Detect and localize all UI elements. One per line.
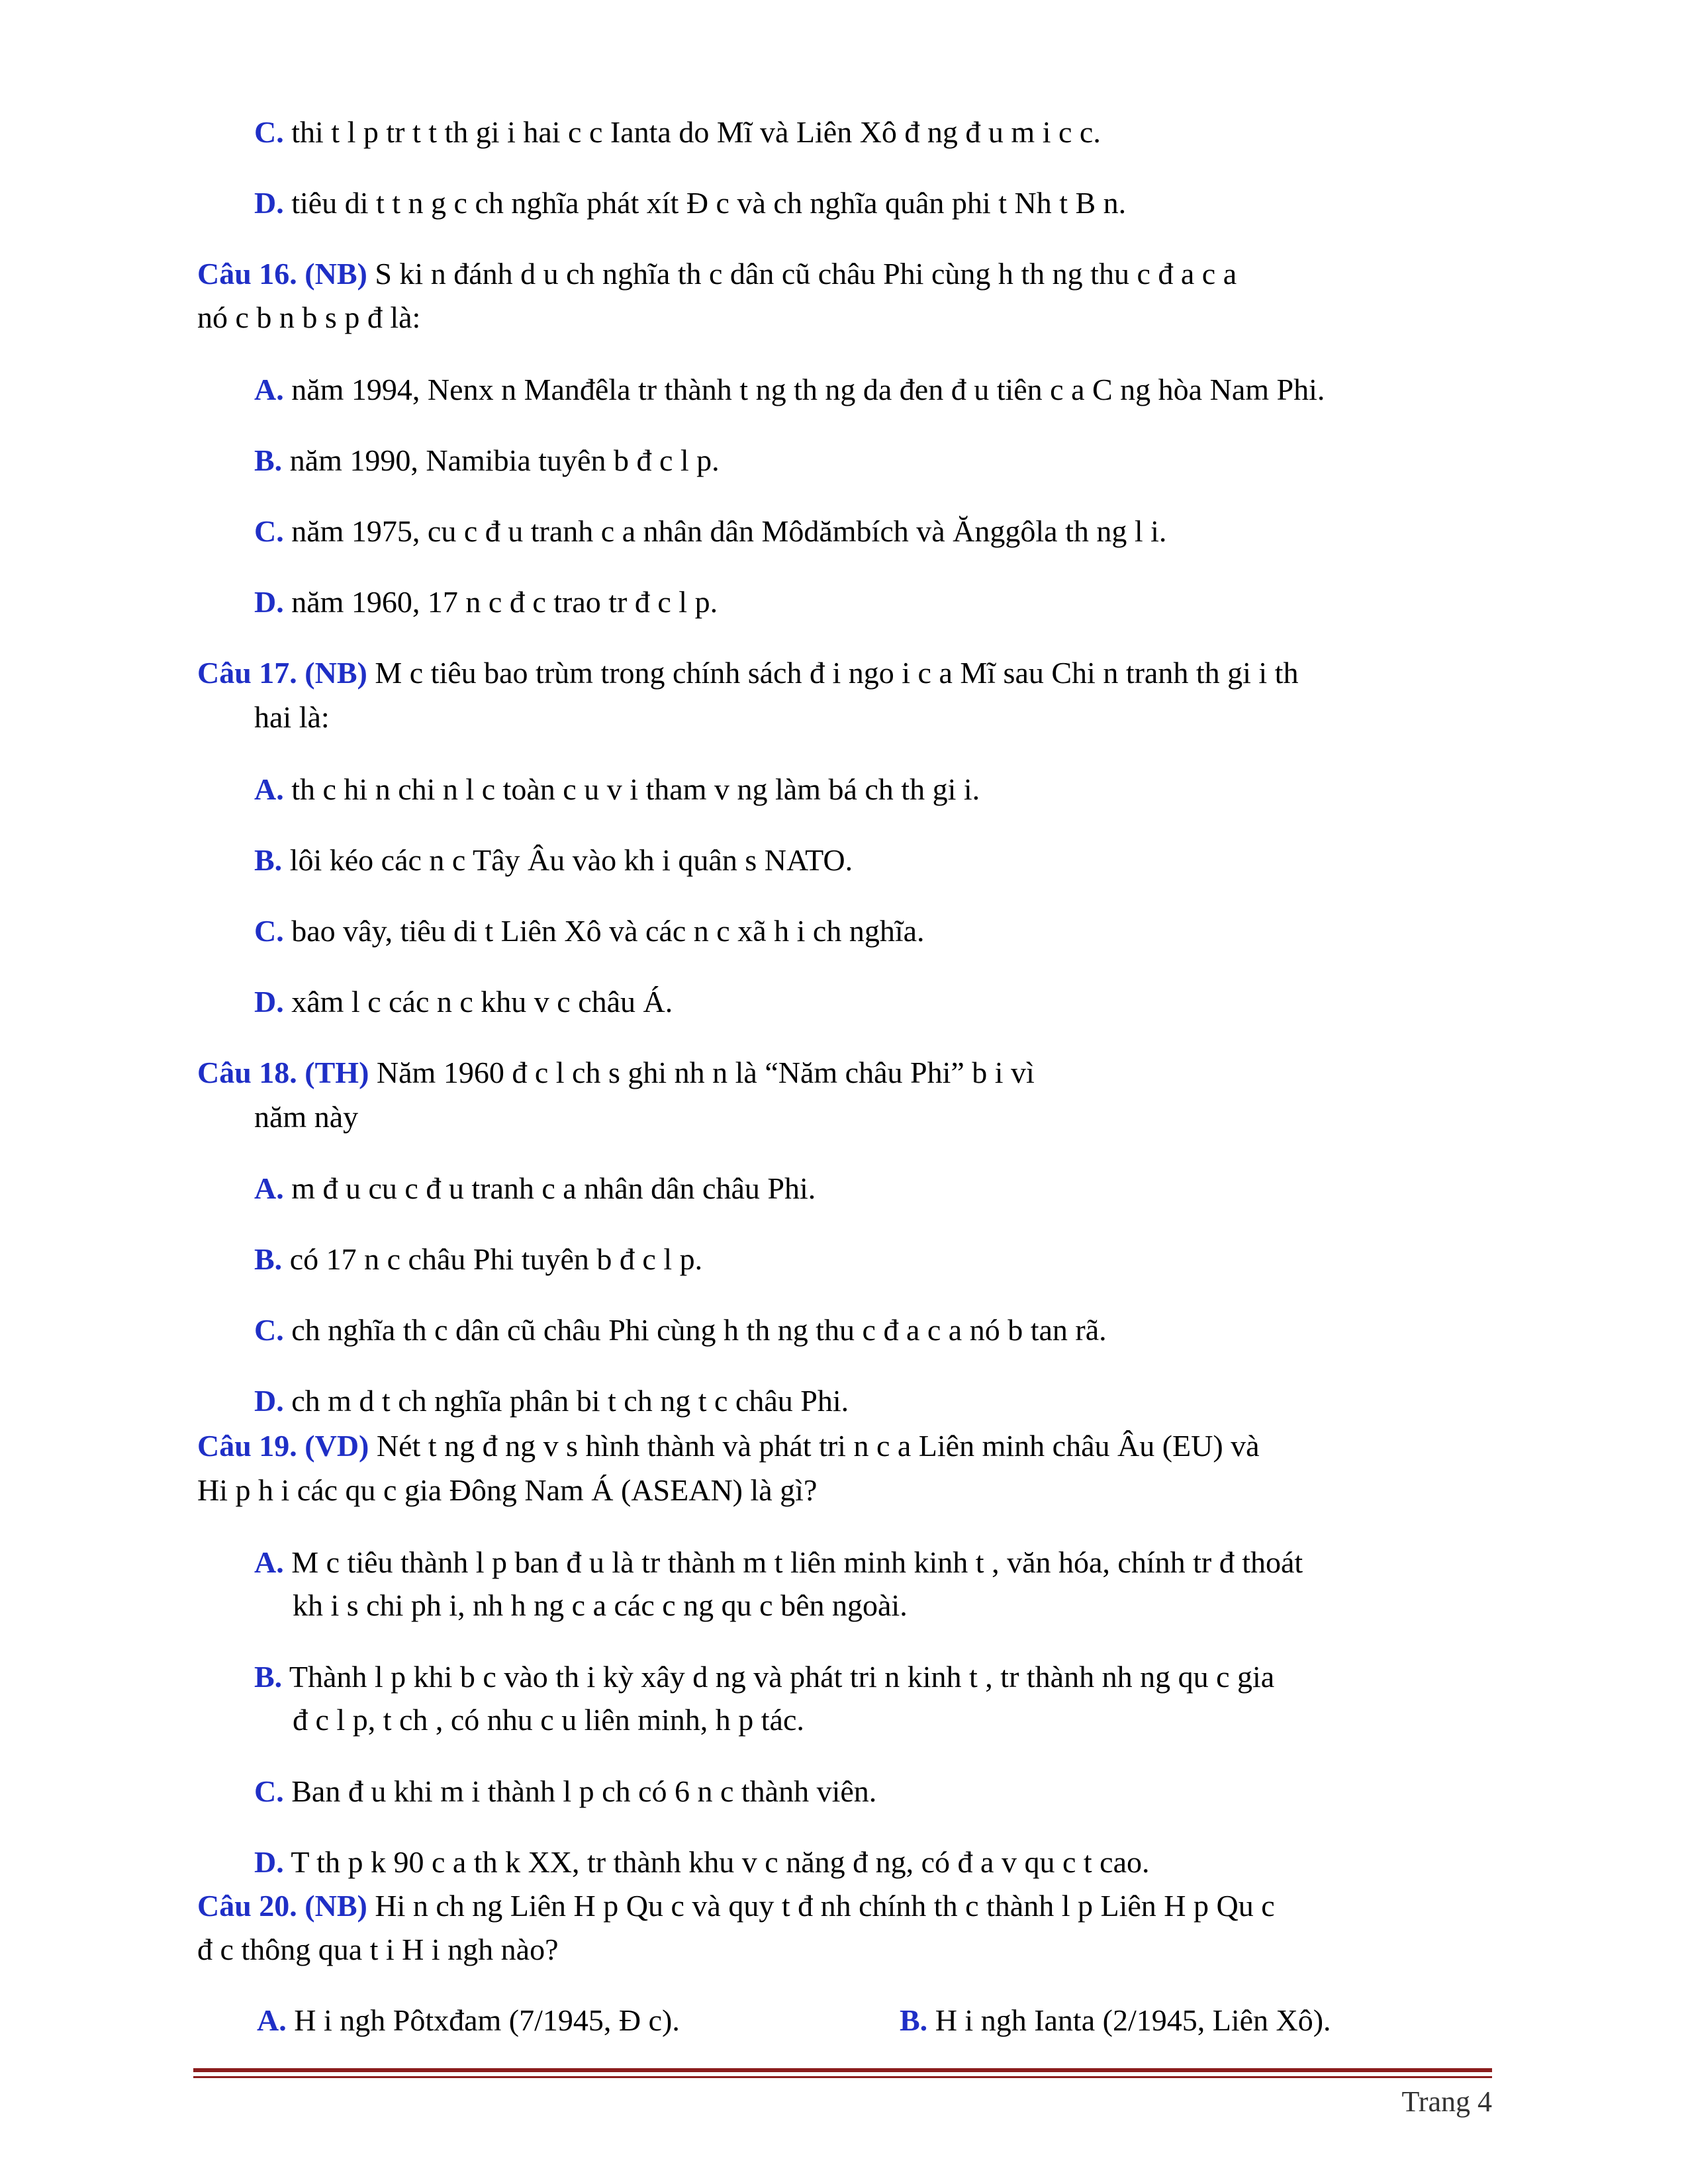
option-line: B. H i ngh Ianta (2/1945, Liên Xô).: [900, 2003, 1331, 2037]
option-line: C. thi t l p tr t t th gi i hai c c Ianta do Mĩ và Liên Xô đ ng đ u m i c c.: [254, 115, 1101, 149]
option-line: B. có 17 n c châu Phi tuyên b đ c l p.: [254, 1242, 703, 1276]
option-line: B. lôi kéo các n c Tây Âu vào kh i quân s NATO.: [254, 843, 853, 877]
option-line: A. th c hi n chi n l c toàn c u v i tham v ng làm bá ch th gi i.: [254, 772, 980, 806]
page-number: Trang 4: [1401, 2085, 1492, 2118]
question-16: Câu 16. (NB) S ki n đánh d u ch nghĩa th c dân cũ châu Phi cùng h th ng thu c đ a c a: [197, 257, 1237, 291]
question-20: Câu 20. (NB) Hi n ch ng Liên H p Qu c và quy t đ nh chính th c thành l p Liên H p Qu c: [197, 1889, 1275, 1923]
option-line: A. H i ngh Pôtxđam (7/1945, Đ c).: [257, 2003, 680, 2037]
option-line: D. ch m d t ch nghĩa phân bi t ch ng t c châu Phi.: [254, 1384, 849, 1418]
option-line: C. bao vây, tiêu di t Liên Xô và các n c xã h i ch nghĩa.: [254, 914, 925, 948]
option-line-cont: đ c l p, t ch , có nhu c u liên minh, h p tác.: [293, 1703, 804, 1737]
option-line: A. năm 1994, Nenx n Manđêla tr thành t ng th ng da đen đ u tiên c a C ng hòa Nam Phi.: [254, 373, 1325, 406]
question-16-cont: nó c b n b s p đ là:: [197, 300, 421, 334]
option-line: C. Ban đ u khi m i thành l p ch có 6 n c thành viên.: [254, 1774, 877, 1808]
option-line: A. m đ u cu c đ u tranh c a nhân dân châu Phi.: [254, 1171, 816, 1205]
question-19-cont: Hi p h i các qu c gia Đông Nam Á (ASEAN) là gì?: [197, 1473, 818, 1507]
option-line: D. T th p k 90 c a th k XX, tr thành khu v c năng đ ng, có đ a v qu c t cao.: [254, 1845, 1150, 1879]
option-line: B. năm 1990, Namibia tuyên b đ c l p.: [254, 443, 720, 477]
option-line: D. xâm l c các n c khu v c châu Á.: [254, 985, 673, 1019]
option-line: D. năm 1960, 17 n c đ c trao tr đ c l p.: [254, 585, 718, 619]
option-line: C. năm 1975, cu c đ u tranh c a nhân dân Môdămbích và Ănggôla th ng l i.: [254, 514, 1167, 548]
option-line: B. Thành l p khi b c vào th i kỳ xây d ng và phát tri n kinh t , tr thành nh ng qu c gia: [254, 1660, 1275, 1694]
option-line: A. M c tiêu thành l p ban đ u là tr thành m t liên minh kinh t , văn hóa, chính tr đ thoát: [254, 1545, 1303, 1579]
option-line: C. ch nghĩa th c dân cũ châu Phi cùng h th ng thu c đ a c a nó b tan rã.: [254, 1313, 1107, 1347]
question-18: Câu 18. (TH) Năm 1960 đ c l ch s ghi nh n là “Năm châu Phi” b i vì: [197, 1056, 1035, 1089]
option-line: D. tiêu di t t n g c ch nghĩa phát xít Đ c và ch nghĩa quân phi t Nh t B n.: [254, 186, 1127, 220]
question-20-cont: đ c thông qua t i H i ngh nào?: [197, 1933, 559, 1966]
question-19: Câu 19. (VD) Nét t ng đ ng v s hình thành và phát tri n c a Liên minh châu Âu (EU) và: [197, 1429, 1260, 1463]
question-17-cont: hai là:: [254, 700, 330, 734]
question-18-cont: năm này: [254, 1100, 359, 1134]
question-17: Câu 17. (NB) M c tiêu bao trùm trong chính sách đ i ngo i c a Mĩ sau Chi n tranh th gi i th: [197, 656, 1299, 690]
footer-rule-thin: [193, 2076, 1492, 2078]
footer-rule: [193, 2068, 1492, 2072]
option-line-cont: kh i s chi ph i, nh h ng c a các c ng qu c bên ngoài.: [293, 1588, 908, 1622]
